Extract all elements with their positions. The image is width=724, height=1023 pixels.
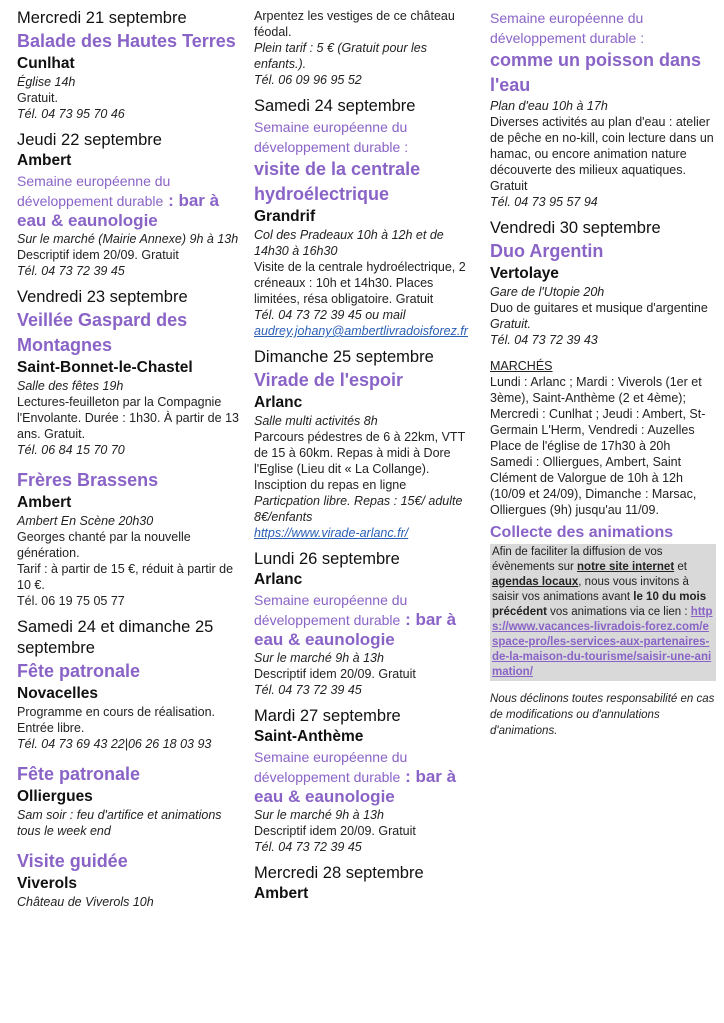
event-tel: Tél. 04 73 72 39 45 ou mail (254, 308, 406, 322)
event-title: Duo Argentin (490, 241, 604, 261)
event-info: Ambert En Scène 20h30 (17, 514, 154, 528)
event-desc: Parcours pédestres de 6 à 22km, VTT de 15 à 60km. Repas à midi à Dore l'Eglise (Lieu dit « La Collange). Insciption du repas en ligne (254, 430, 465, 492)
event-place: Saint-Anthème (254, 728, 364, 745)
website-link[interactable]: https://www.virade-arlanc.fr/ (254, 526, 409, 540)
event-subtitle: Semaine européenne du développement durable : (254, 119, 409, 155)
event-date: Mercredi 28 septembre (254, 864, 424, 882)
email-link[interactable]: audrey.johany@ambertlivradoisforez.fr (254, 324, 468, 338)
event (254, 347, 476, 541)
event (490, 8, 716, 210)
event-title: Virade de l'espoir (254, 370, 404, 390)
event (254, 549, 476, 698)
event-place: Arlanc (254, 571, 303, 588)
event (17, 8, 241, 122)
event-place: Olliergues (17, 788, 93, 805)
markets (490, 358, 716, 518)
event-subtitle: Semaine européenne du développement durable : (490, 10, 645, 46)
column-3 (490, 8, 716, 739)
event-info: Plein tarif : 5 € (Gratuit pour les enfants.). (254, 41, 427, 71)
event-desc: Visite de la centrale hydroélectrique, 2 créneaux : 10h et 14h30. Places limitées, résa obligatoire. Gratuit (254, 260, 466, 306)
event-info: Château de Viverols 10h (17, 895, 154, 909)
event-tel: Tél. 04 73 95 57 94 (490, 195, 598, 209)
event-tel: Tél. 06 09 96 95 52 (254, 73, 362, 87)
event-price: Particpation libre. Repas : 15€/ adulte 8€/enfants (254, 494, 463, 524)
event (254, 96, 476, 339)
event (254, 863, 476, 904)
collect-section (490, 522, 716, 681)
event-place: Saint-Bonnet-le-Chastel (17, 359, 193, 376)
disclaimer: Nous déclinons toutes responsabilité en cas de modifications ou d'annulations d'animations. (490, 693, 715, 737)
event-date: Lundi 26 septembre (254, 550, 400, 568)
event-desc: Programme en cours de réalisation. Entrée libre. (17, 705, 216, 735)
event-title: Veillée Gaspard des Montagnes (17, 310, 188, 355)
event-title: visite de la centrale hydroélectrique (254, 159, 421, 204)
event-info: Sur le marché 9h à 13h (254, 808, 384, 822)
event (254, 706, 476, 855)
event-desc: Duo de guitares et musique d'argentine Gratuit. (490, 301, 708, 331)
event-desc: Diverses activités au plan d'eau : atelier de pêche en no-kill, coin lecture dans un hamac, ou encore animation nature découverte des milieux aquatiques. Gratuit (490, 115, 714, 193)
event-date: Vendredi 23 septembre (17, 288, 188, 306)
event-info: Plan d'eau 10h à 17h (490, 99, 608, 113)
event-info: Sam soir : feu d'artifice et animations tous le week end (17, 808, 222, 838)
event (17, 849, 241, 910)
event-info: Col des Pradeaux 10h à 12h et de 14h30 à 16h30 (254, 228, 444, 258)
event-title: Balade des Hautes Terres (17, 31, 236, 51)
event-date: Samedi 24 et dimanche 25 septembre (17, 618, 214, 657)
event-info: Salle des fêtes 19h (17, 379, 124, 393)
event (490, 218, 716, 348)
event-title: comme un poisson dans l'eau (490, 50, 702, 95)
event-place: Ambert (17, 152, 72, 169)
event-tel: Tél. 06 19 75 05 77 (17, 594, 125, 608)
event-date: Dimanche 25 septembre (254, 348, 434, 366)
event-info: Salle multi activités 8h (254, 414, 378, 428)
event-info: Sur le marché (Mairie Annexe) 9h à 13h (17, 232, 239, 246)
event-desc: Descriptif idem 20/09. Gratuit (254, 824, 416, 838)
collect-box: Afin de faciliter la diffusion de vos évènements sur notre site internet et agendas locaux, nous vous invitons à saisir vos animations avant le 10 du mois précédent vos animations via ce lien : https://www.vacances-livradois-forez.com/espace-pro/les-services-aux-partenaires-de-la-maison-du-tourisme/saisir-une-animation/ (490, 544, 716, 681)
event-title: Fête patronale (17, 764, 141, 784)
event-tel: Tél. 06 84 15 70 70 (17, 443, 125, 457)
event-date: Mardi 27 septembre (254, 707, 401, 725)
event (17, 617, 241, 752)
event-place: Ambert (17, 494, 72, 511)
event-price: Tarif : à partir de 15 €, réduit à partir de 10 €. (17, 562, 234, 592)
collect-link[interactable]: https://www.vacances-livradois-forez.com/espace-pro/les-services-aux-partenaires-de-la-maison-du-tourisme/saisir-une-animation/ (492, 606, 713, 678)
event-date: Samedi 24 septembre (254, 97, 416, 115)
event-title: Frères Brassens (17, 470, 159, 490)
event-place: Novacelles (17, 685, 98, 702)
event-desc: Georges chanté par la nouvelle génération. (17, 530, 191, 560)
event (17, 762, 241, 839)
event-place: Viverols (17, 875, 78, 892)
event (17, 130, 241, 279)
event-desc: Arpentez les vestiges de ce château féodal. (254, 9, 455, 39)
event-date: Vendredi 30 septembre (490, 219, 661, 237)
event (254, 8, 476, 88)
event-tel: Tél. 04 73 72 39 45 (254, 840, 362, 854)
event-place: Cunlhat (17, 55, 75, 72)
event-desc: Descriptif idem 20/09. Gratuit (254, 667, 416, 681)
event-tel: Tél. 04 73 72 39 45 (17, 264, 125, 278)
column-1 (17, 8, 241, 910)
event-desc: Gratuit. (17, 91, 58, 105)
event (17, 468, 241, 609)
event-info: Sur le marché 9h à 13h (254, 651, 384, 665)
column-2 (254, 8, 476, 904)
event-subtitle: Semaine européenne du développement durable : bar à eau & eaunologie (254, 592, 457, 649)
event-title: Fête patronale (17, 661, 141, 681)
event-place: Vertolaye (490, 265, 559, 282)
event-date: Jeudi 22 septembre (17, 131, 162, 149)
event-place: Arlanc (254, 394, 303, 411)
event-tel: Tél. 04 73 69 43 22|06 26 18 03 93 (17, 737, 212, 751)
event-place: Ambert (254, 885, 309, 902)
markets-text: Lundi : Arlanc ; Mardi : Viverols (1er et 3ème), Saint-Anthème (2 et 4ème); Mercredi : Cunlhat ; Jeudi : Ambert, St-Germain L'Herm, Vendredi : Auzelles Place de l'église de 17h30 à 20h Samedi : Olliergues, Ambert, Saint Clément de Valorgue de 10h à 12h (10/09 et 24/09), Dimanche : Marsac, Olliergues (9h) jusqu'au 11/09. (490, 375, 706, 517)
event-tel: Tél. 04 73 95 70 46 (17, 107, 125, 121)
event-tel: Tél. 04 73 72 39 45 (254, 683, 362, 697)
event-desc: Lectures-feuilleton par la Compagnie l'Envolante. Durée : 1h30. À partir de 13 ans. Gratuit. (17, 395, 239, 441)
event-desc: Descriptif idem 20/09. Gratuit (17, 248, 179, 262)
event-info: Église 14h (17, 75, 76, 89)
event-date: Mercredi 21 septembre (17, 9, 187, 27)
event-subtitle: Semaine européenne du développement durable : bar à eau & eaunologie (254, 749, 457, 806)
event-place: Grandrif (254, 208, 316, 225)
collect-title: Collecte des animations (490, 524, 674, 541)
event-info: Gare de l'Utopie 20h (490, 285, 605, 299)
event-tel: Tél. 04 73 72 39 43 (490, 333, 598, 347)
event-subtitle: Semaine européenne du développement durable : bar à eau & eaunologie (17, 173, 220, 230)
markets-heading: MARCHÉS (490, 359, 553, 373)
event (17, 287, 241, 458)
event-title: Visite guidée (17, 851, 128, 871)
